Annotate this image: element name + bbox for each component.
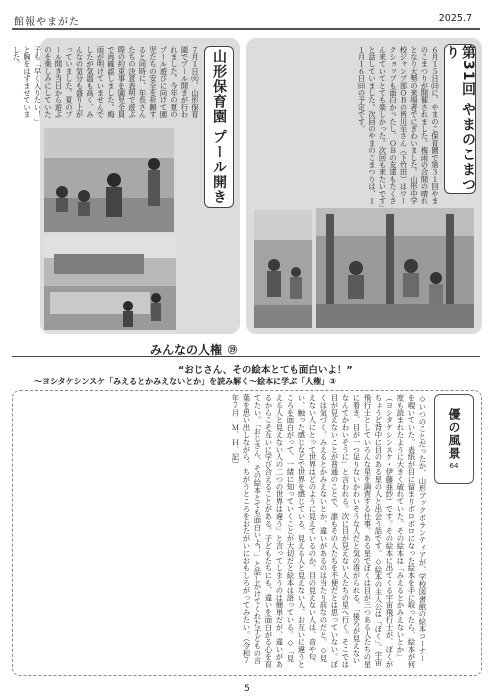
- pool-article-title: 山形保育園 プール開き: [211, 49, 227, 205]
- festival-scene-image: [316, 208, 474, 328]
- yamanoko-article-panel: [246, 38, 482, 334]
- column-section-rule: [12, 356, 480, 357]
- column-series-sticker: [434, 394, 474, 484]
- yamanoko-article-body: ６月１５日㈰に、やまのこ保育園で第３１回やまのこまつりが開催されました。梅雨の合間の晴れとなり大勢の来場者でにぎわいました。山形中学校ジャンプ部ＯＢの皆川至さん（下竹田）はワークショップも面白かったし、ＯＢの友達もたくさん来ていてとても楽しかった。次回も来たいです」と話していました。次回のやまのこまつりは、１１月１６日㈰の予定です。: [357, 46, 440, 208]
- pool-children-image: [44, 128, 174, 232]
- pool-opening-photo-top: [44, 128, 174, 232]
- pool-article-panel: [12, 38, 240, 334]
- pool-article-title-box: [204, 46, 234, 208]
- column-subheadline: ～ヨシタケシンスケ「みえるとかみえないとか」を読み解く～絵本に学ぶ「人権」③: [34, 377, 336, 386]
- publication-title: 館報やまがた: [14, 17, 80, 28]
- pool-article-body-continued: [178, 214, 236, 326]
- page-number: 5: [244, 684, 250, 694]
- yamanoko-article-title: 第31回 やまのこまつり: [444, 45, 476, 193]
- column-section-number: ⑲: [228, 345, 238, 356]
- header-rule: [12, 28, 480, 30]
- column-headline: “おじさん、その絵本とても面白いよ！”: [178, 365, 353, 376]
- yamanoko-article-title-box: [444, 44, 476, 194]
- pool-article-body: ７月１日㈫、山形保育園でプール開きが行われました。今年の夏のプール遊びに向けて園児たちの安全を祈願すると同時に、年長さんたちの決意表明で遊ぶ際の約束事を園児全員で再確認しました。梅雨が明けていませんでしたが気温も高く、みんなの気分も盛り上がっていました。夏のプール開き当日から遊ぶのを楽しみにしていた子も「早く入りたい！」と胸をはずませていました。: [12, 46, 200, 122]
- issue-date: 2025.7: [438, 13, 472, 24]
- pool-area-image: [44, 236, 176, 330]
- festival-side-image: [254, 210, 312, 328]
- yamanoko-side-photo: [254, 210, 312, 328]
- column-section-title: みんなの人権: [150, 342, 223, 357]
- column-series-title: 優の風景: [447, 408, 461, 460]
- pool-opening-photo-bottom: [44, 236, 176, 330]
- column-body: ◇いつのことだったか、山形ブックボランティアが、学校図書館の絵本コーナーを覗いていた。表紙が目に留まりボロボロになった絵本を手に取ったら、絵本が何度も読まれたように大きく破れていた。その絵本は「みえるとかみえないとか」（ヨシタケシンスケ・伊藤亜紗）です。その絵本に出てくる宇宙飛行士が、ぼくがちょうど背中に目のある星の人と出会う話です。◇絵本の主人公は「ぼく」。宇宙飛行士としていろんな星を調査する仕事。ある星でぼくは目が三つある人たちの星に着き、目が一つ足りないかわいそうな人だと気の毒がられる。「後ろが見えないなんてかわいそうに」と言われる。次に目が見えない人たちの星へ行く。そこでは目が見えないことが普通のことで、誰もその人たちを不便だとは思っていない。ぼくは気づく。みえるとかみえないとか、違いがあるのは当たり前なのだと。◇見えない人にとって世界はどのように見えているのか。目の見えない人は、音や匂い、触った感じなどで世界を感じている。見える人と見えない人、お互いに違うところを面白がって、一緒に知っていくことが大切だと絵本は語っている。◇「見える人と見えない人の二つの世界は違う」と言ってしまうのは簡単だが、違いがあるからこそ互いに学び合えることがある。子どもたちにも、違いを面白がる心を育てたい。「おじさん、その絵本とても面白いよ！」と話しかけてくれた子どもの言葉を思い出しながら、ちがうところをおたがいにおもしろがってみたい。（令和７年７月 Ｍ．Ｈ．記）: [231, 394, 427, 668]
- yamanoko-festival-photo: [316, 208, 474, 328]
- column-series-number: 64: [449, 462, 459, 470]
